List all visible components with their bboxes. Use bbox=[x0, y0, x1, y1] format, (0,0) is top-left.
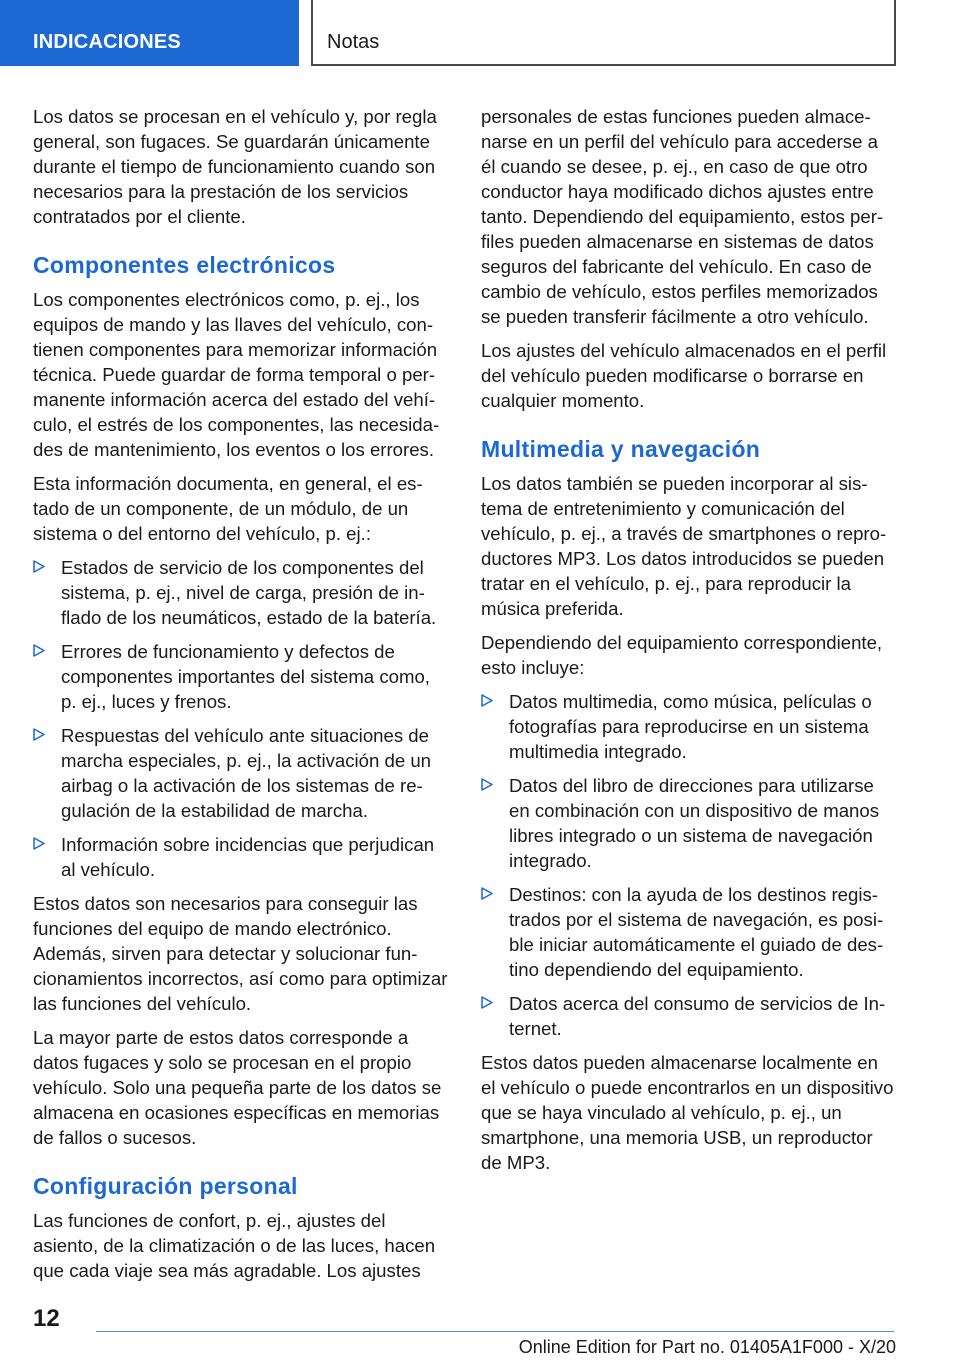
section-heading: Multimedia y navegación bbox=[481, 436, 761, 462]
list-item-text: Datos multimedia, como música, películas o fotografías para reproducirse en un sistema multimedia integrado. bbox=[509, 691, 872, 762]
paragraph: Las funciones de confort, p. ej., ajustes del asiento, de la climatización o de las luces, hacen que cada viaje sea más agradable. Los ajustes bbox=[33, 1210, 436, 1281]
paragraph: Los componentes electrónicos como, p. ej., los equipos de mando y las llaves del vehículo, contienen componentes para memorizar información técnica. Puede guardar de forma temporal o permanente información acerca del estado del vehículo, el estrés de los componentes, las necesidades de mantenimiento, los eventos o los errores. bbox=[33, 289, 440, 460]
paragraph: Estos datos pueden almacenarse localmente en el vehículo o puede encontrarlos en un dispositivo que se haya vinculado al vehículo, p. ej., un smartphone, una memoria USB, un reproductor de MP3. bbox=[481, 1052, 894, 1173]
edition-footer: Online Edition for Part no. 01405A1F000 - X/20 bbox=[518, 1337, 896, 1357]
paragraph: Los datos también se pueden incorporar al sistema de entretenimiento y comunicación del vehículo, p. ej., a través de smartphones o reproductores MP3. Los datos introducidos se pueden tratar en el vehículo, p. ej., para reproducir la música preferida. bbox=[481, 473, 887, 619]
triangle-bullet-icon bbox=[481, 773, 509, 873]
list-item-text: Respuestas del vehículo ante situaciones de marcha especiales, p. ej., la activación de un airbag o la activación de los sistemas de regulación de la estabilidad de marcha. bbox=[61, 725, 432, 821]
list-item-text: Datos acerca del consumo de servicios de Internet. bbox=[509, 993, 886, 1039]
list-item bbox=[481, 689, 897, 764]
list-item-text: Errores de funcionamiento y defectos de componentes importantes del sistema como, p. ej., luces y frenos. bbox=[61, 641, 430, 712]
triangle-bullet-icon bbox=[481, 991, 509, 1041]
triangle-bullet-icon bbox=[33, 639, 61, 714]
paragraph: Los datos se procesan en el vehículo y, por regla general, son fugaces. Se guardarán únicamente durante el tiempo de funcionamiento cuando son necesarios para la prestación de los servicios contratados por el cliente. bbox=[33, 106, 437, 227]
bullet-list bbox=[481, 689, 897, 1041]
list-item bbox=[481, 991, 897, 1041]
list-item bbox=[481, 773, 897, 873]
paragraph: La mayor parte de estos datos corresponde a datos fugaces y solo se procesan en el propio vehículo. Solo una pequeña parte de los datos se almacena en ocasiones específicas en memorias de fallos o sucesos. bbox=[33, 1027, 442, 1148]
list-item-text: Información sobre incidencias que perjudican al vehículo. bbox=[61, 834, 435, 880]
triangle-bullet-icon bbox=[33, 832, 61, 882]
section-heading: Componentes electrónicos bbox=[33, 252, 336, 278]
paragraph: Los ajustes del vehículo almacenados en el perfil del vehículo pueden modificarse o borrarse en cualquier momento. bbox=[481, 340, 887, 411]
triangle-bullet-icon bbox=[481, 689, 509, 764]
section-tab: INDICACIONES bbox=[0, 0, 299, 66]
footer-divider bbox=[96, 1331, 894, 1332]
list-item bbox=[481, 882, 897, 982]
list-item bbox=[33, 555, 449, 630]
right-column bbox=[481, 104, 897, 1184]
paragraph: Estos datos son necesarios para conseguir las funciones del equipo de mando electrónico. Además, sirven para detectar y solucionar funcionamientos incorrectos, así como para optimizar las funciones del vehículo. bbox=[33, 893, 448, 1014]
list-item-text: Datos del libro de direcciones para utilizarse en combinación con un dispositivo de manos libres integrado o un sistema de navegación integrado. bbox=[509, 775, 880, 871]
triangle-bullet-icon bbox=[481, 882, 509, 982]
bullet-list bbox=[33, 555, 449, 882]
triangle-bullet-icon bbox=[33, 723, 61, 823]
paragraph: personales de estas funciones pueden almacenarse en un perfil del vehículo para accederse a él cuando se desee, p. ej., en caso de que otro conductor haya modificado dichos ajustes entre tanto. Dependiendo del equipamiento, estos perfiles pueden almacenarse en sistemas de datos seguros del fabricante del vehículo. En caso de cambio de vehículo, estos perfiles memorizados se pueden transferir fácilmente a otro vehículo. bbox=[481, 106, 884, 327]
triangle-bullet-icon bbox=[33, 555, 61, 630]
notes-box: Notas bbox=[311, 0, 896, 66]
paragraph: Dependiendo del equipamiento correspondiente, esto incluye: bbox=[481, 632, 883, 678]
list-item bbox=[33, 723, 449, 823]
paragraph: Esta información documenta, en general, el estado de un componente, de un módulo, de un sistema o del entorno del vehículo, p. ej.: bbox=[33, 473, 423, 544]
page-number: 12 bbox=[33, 1305, 60, 1332]
list-item bbox=[33, 832, 449, 882]
section-heading: Configuración personal bbox=[33, 1173, 298, 1199]
list-item-text: Estados de servicio de los componentes del sistema, p. ej., nivel de carga, presión de inflado de los neumáticos, estado de la batería. bbox=[61, 557, 437, 628]
list-item bbox=[33, 639, 449, 714]
list-item-text: Destinos: con la ayuda de los destinos registrados por el sistema de navegación, es posible iniciar automáticamente el guiado de destino dependiendo del equipamiento. bbox=[509, 884, 884, 980]
left-column bbox=[33, 104, 449, 1292]
